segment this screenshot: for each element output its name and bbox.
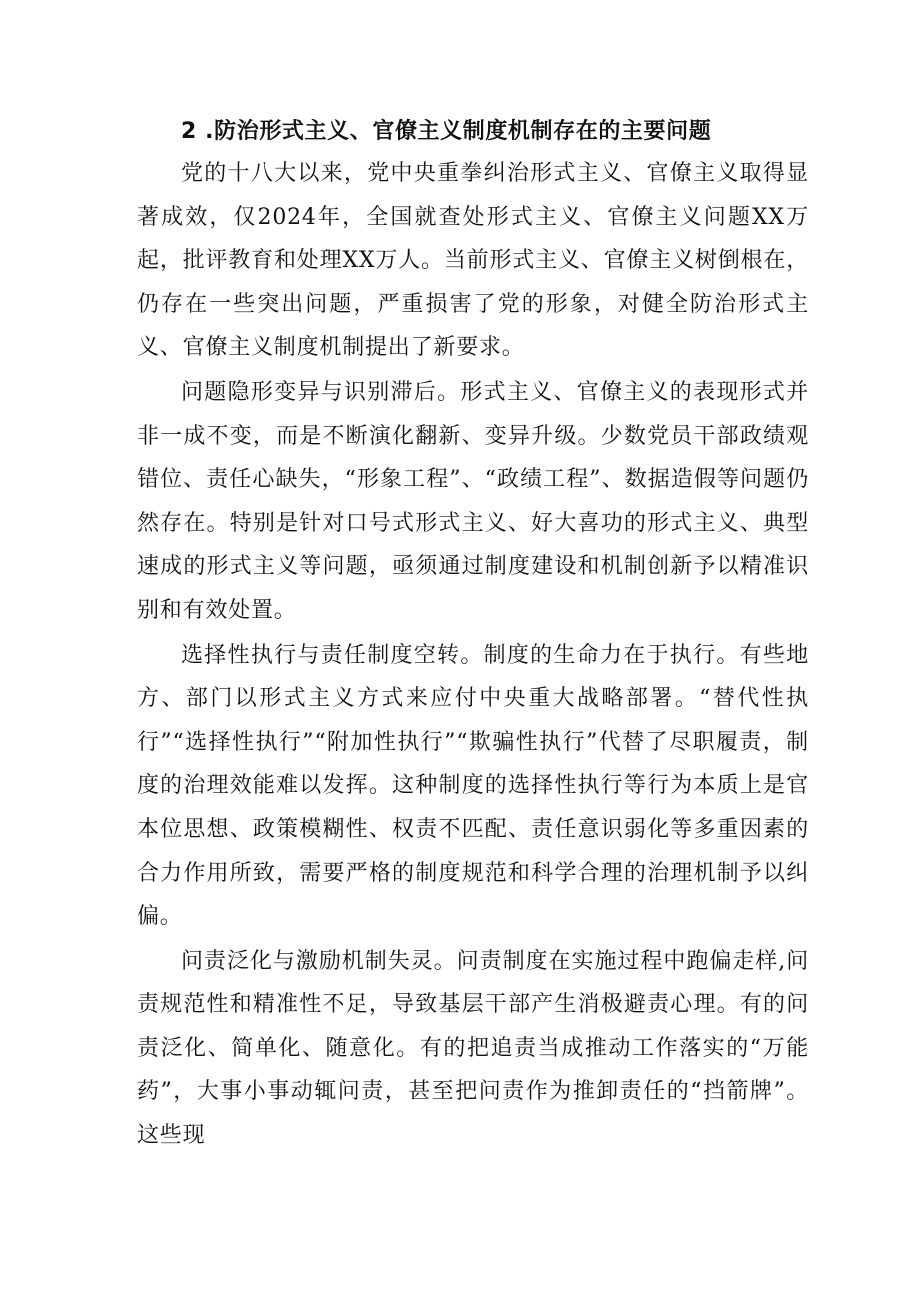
paragraph-overview: 党的十八大以来，党中央重拳纠治形式主义、官僚主义取得显著成效，仅2024年，全国就查处形式主义、官僚主义问题XX万起，批评教育和处理XX万人。当前形式主义、官僚主义树倒根在，仍存在一些突出问题，严重损害了党的形象，对健全防治形式主义、官僚主义制度机制提出了新要求。 xyxy=(137,161,809,361)
paragraph-selective-execution: 选择性执行与责任制度空转。制度的生命力在于执行。有些地方、部门以形式主义方式来应付中央重大战略部署。“替代性执行”“选择性执行”“附加性执行”“欺骗性执行”代替了尽职履责，制度的治理效能难以发挥。这种制度的选择性执行等行为本质上是官本位思想、政策模糊性、权责不匹配、责任意识弱化等多重因素的合力作用所致，需要严格的制度规范和科学合理的治理机制予以纠偏。 xyxy=(137,642,809,930)
paragraph-hidden-variation: 问题隐形变异与识别滞后。形式主义、官僚主义的表现形式并非一成不变，而是不断演化翻新、变异升级。少数党员干部政绩观错位、责任心缺失，“形象工程”、“政绩工程”、数据造假等问题仍然存在。特别是针对口号式形式主义、好大喜功的形式主义、典型速成的形式主义等问题，亟须通过制度建设和机制创新予以精准识别和有效处置。 xyxy=(137,379,809,623)
section-heading: 2 .防治形式主义、官僚主义制度机制存在的主要问题 xyxy=(181,119,712,144)
document-body xyxy=(137,113,809,1158)
paragraph-accountability: 问责泛化与激励机制失灵。问责制度在实施过程中跑偏走样,问责规范性和精准性不足，导致基层干部产生消极避责心理。有的问责泛化、简单化、随意化。有的把追责当成推动工作落实的“万能药”，大事小事动辄问责，甚至把问责作为推卸责任的“挡箭牌”。这些现 xyxy=(137,948,809,1149)
